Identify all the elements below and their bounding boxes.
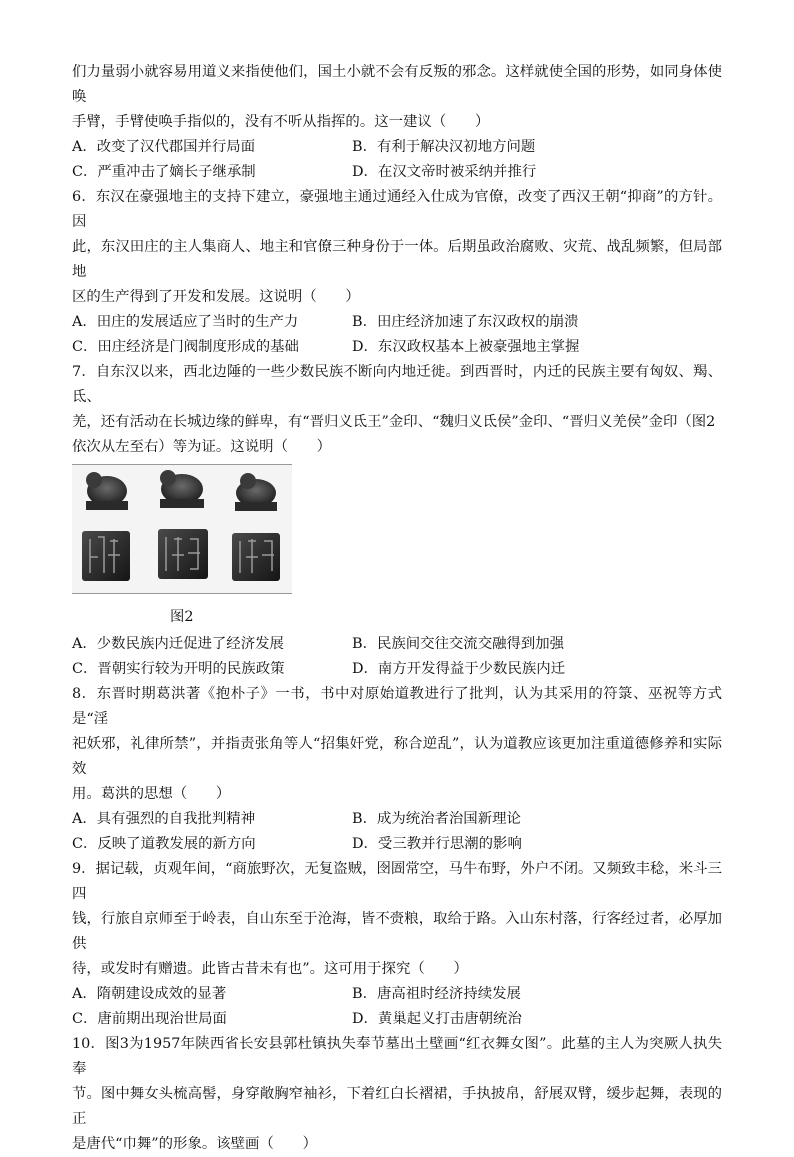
q8-options-row-2 [72, 832, 722, 857]
q6-option-c: C．田庄经济是门阀制度形成的基础 [72, 339, 299, 355]
q9-option-a: A．隋朝建设成效的显著 [72, 986, 227, 1002]
q6-option-d: D．东汉政权基本上被豪强地主掌握 [352, 339, 580, 355]
q8-option-d: D．受三教并行思潮的影响 [352, 836, 522, 852]
q8-options-row-1 [72, 807, 722, 832]
exam-page [72, 60, 722, 1157]
q7-stem-line-3: 依次从左至右）等为证。这说明（ ） [72, 439, 332, 455]
q5-option-b: B．有利于解决汉初地方问题 [352, 139, 536, 155]
q7-stem-line-1: 7．自东汉以来，西北边陲的一些少数民族不断向内地迁徙。到西晋时，内迁的民族主要有匈奴、羯、氐、 [72, 364, 722, 405]
q8-option-b: B．成为统治者治国新理论 [352, 811, 521, 827]
q10-stem-line-2: 节。图中舞女头梳高髻，身穿敞胸窄袖衫，下着红白长褶裙，手执披帛，舒展双臂，缓步起舞，表现的正 [72, 1086, 722, 1127]
seal-photo-figure [72, 464, 292, 594]
q7-option-d: D．南方开发得益于少数民族内迁 [352, 661, 566, 677]
q6-stem-line-2: 此，东汉田庄的主人集商人、地主和官僚三种身份于一体。后期虽政治腐败、灾荒、战乱频繁，但局部地 [72, 239, 722, 280]
q7-option-c: C．晋朝实行较为开明的民族政策 [72, 661, 285, 677]
q5-option-a: A．改变了汉代郡国并行局面 [72, 139, 256, 155]
gold-seals-image [72, 465, 292, 593]
figure-caption: 图2 [170, 609, 194, 625]
q6-stem-line-3: 区的生产得到了开发和发展。这说明（ ） [72, 289, 360, 305]
q6-option-b: B．田庄经济加速了东汉政权的崩溃 [352, 314, 579, 330]
q5-option-d: D．在汉文帝时被采纳并推行 [352, 164, 537, 180]
q6-options-row-2 [72, 335, 722, 360]
q8-stem-line-2: 祀妖邪，礼律所禁”，并指责张角等人“招集奸党，称合逆乱”，认为道教应该更加注重道德修养和实际效 [72, 736, 722, 777]
q9-options-row-1 [72, 982, 722, 1007]
q7-option-a: A．少数民族内迁促进了经济发展 [72, 636, 284, 652]
q7-stem-line-2: 羌，还有活动在长城边缘的鲜卑，有“晋归义氐王”金印、“魏归义氐侯”金印、“晋归义羌侯”金印（图2 [72, 414, 716, 430]
q9-option-c: C．唐前期出现治世局面 [72, 1011, 227, 1027]
seal-face-3 [232, 533, 280, 581]
q5-stem-line-2: 手臂，手臂使唤手指似的，没有不听从指挥的。这一建议（ ） [72, 114, 490, 130]
q9-stem-line-2: 钱，行旅自京师至于岭表，自山东至于沧海，皆不赍粮，取给于路。入山东村落，行客经过者，必厚加供 [72, 911, 722, 952]
seal-face-1 [82, 531, 130, 581]
q10-stem-line-3: 是唐代“巾舞”的形象。该壁画（ ） [72, 1136, 317, 1152]
q5-stem-line-1: 们力量弱小就容易用道义来指使他们，国土小就不会有反叛的邪念。这样就使全国的形势，如同身体使唤 [72, 64, 722, 105]
q5-options-row-1 [72, 135, 722, 160]
q8-stem-line-3: 用。葛洪的思想（ ） [72, 786, 231, 802]
q7-option-b: B．民族间交往交流交融得到加强 [352, 636, 565, 652]
q7-options-row-1 [72, 632, 722, 657]
q9-stem-line-1: 9．据记载，贞观年间，“商旅野次，无复盗贼，囹圄常空，马牛布野，外户不闭。又频致丰稔，米斗三四 [72, 861, 722, 902]
q7-options-row-2 [72, 657, 722, 682]
q5-option-c: C．严重冲击了嫡长子继承制 [72, 164, 256, 180]
q8-stem-line-1: 8．东晋时期葛洪著《抱朴子》一书，书中对原始道教进行了批判，认为其采用的符箓、巫祝等方式是“淫 [72, 686, 722, 727]
q6-option-a: A．田庄的发展适应了当时的生产力 [72, 314, 299, 330]
q5-options-row-2 [72, 160, 722, 185]
q10-stem-line-1: 10．图3为1957年陕西省长安县郭杜镇执失奉节墓出土壁画“红衣舞女图”。此墓的主人为突厥人执失奉 [72, 1036, 722, 1077]
q9-options-row-2 [72, 1007, 722, 1032]
seal-face-2 [158, 529, 208, 579]
q6-options-row-1 [72, 310, 722, 335]
q9-option-d: D．黄巢起义打击唐朝统治 [352, 1011, 522, 1027]
q9-stem-line-3: 待，或发时有赠遗。此皆古昔未有也”。这可用于探究（ ） [72, 961, 468, 977]
q8-option-c: C．反映了道教发展的新方向 [72, 836, 256, 852]
q6-stem-line-1: 6．东汉在豪强地主的支持下建立，豪强地主通过通经入仕成为官僚，改变了西汉王朝“抑商”的方针。因 [72, 189, 722, 230]
q9-option-b: B．唐高祖时经济持续发展 [352, 986, 521, 1002]
q8-option-a: A．具有强烈的自我批判精神 [72, 811, 256, 827]
